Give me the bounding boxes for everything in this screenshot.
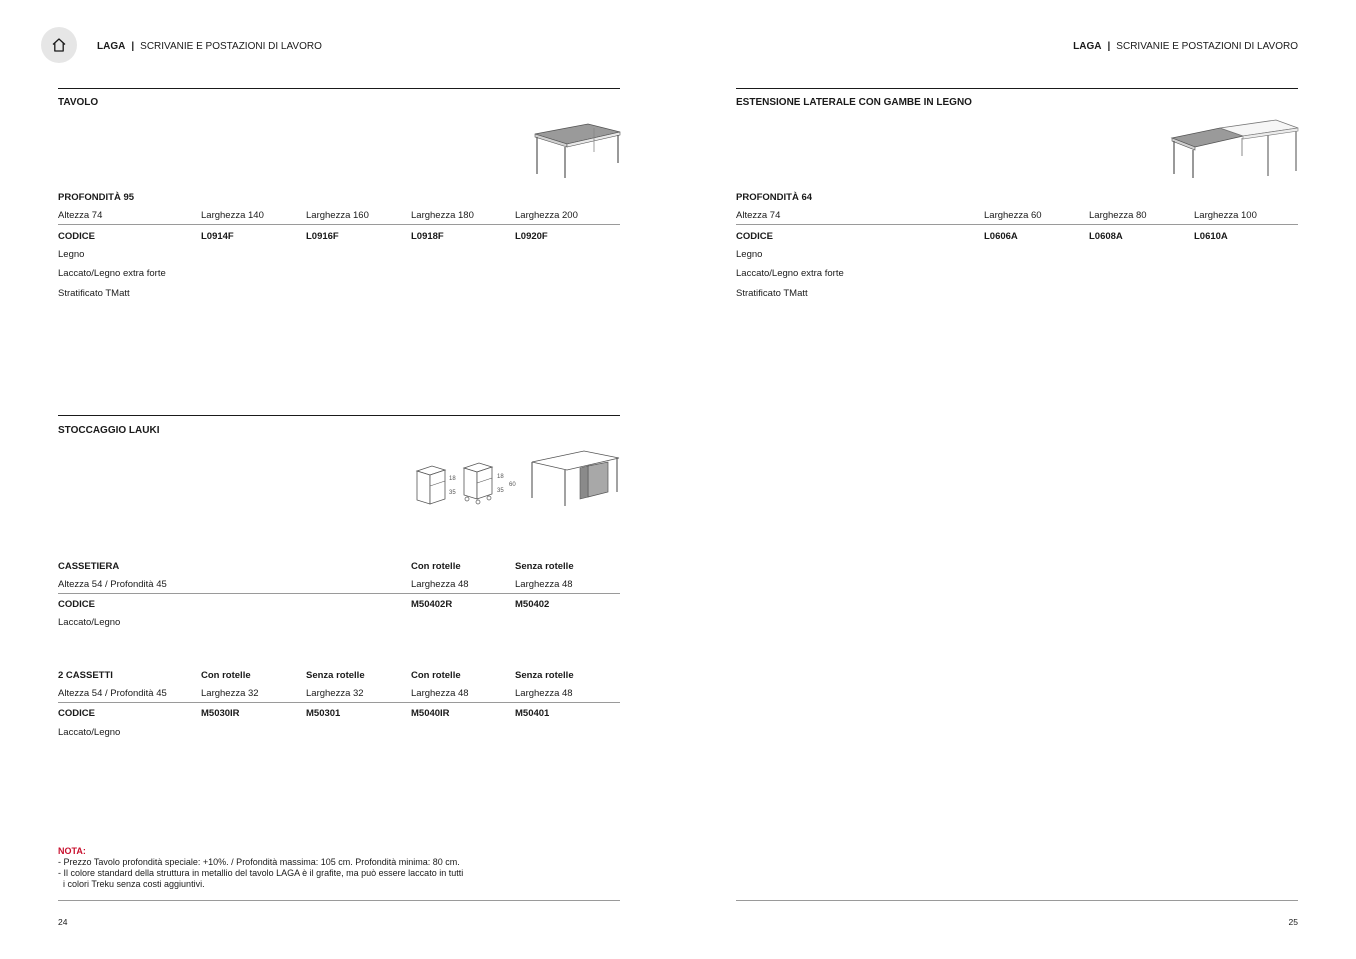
table-divider	[736, 224, 1298, 225]
tavolo-title: TAVOLO	[58, 97, 99, 108]
cassettiera-finish: Laccato/Legno	[58, 617, 121, 628]
due-cassetti-code: M50401	[515, 708, 550, 719]
estensione-finish: Laccato/Legno extra forte	[736, 268, 844, 279]
header-section: SCRIVANIE E POSTAZIONI DI LAVORO	[1116, 41, 1298, 52]
due-cassetti-col-head: Con rotelle	[411, 670, 461, 681]
tavolo-width: Larghezza 140	[201, 210, 264, 221]
due-cassetti-code: M5040IR	[411, 708, 450, 719]
cassettiera-col-head: Con rotelle	[411, 561, 461, 572]
estensione-code: L0608A	[1089, 231, 1123, 242]
header-separator: |	[131, 41, 135, 52]
cassettiera-subtitle: Altezza 54 / Profondità 45	[58, 579, 167, 590]
section-rule	[58, 88, 620, 89]
tavolo-width: Larghezza 180	[411, 210, 474, 221]
footer-rule	[736, 900, 1298, 901]
tavolo-finish: Laccato/Legno extra forte	[58, 268, 166, 279]
tavolo-height: Altezza 74	[58, 210, 103, 221]
footer-rule	[58, 900, 620, 901]
cassettiera-width: Larghezza 48	[411, 579, 469, 590]
header-separator: |	[1107, 41, 1111, 52]
cassettiera-col-head: Senza rotelle	[515, 561, 574, 572]
nota-line: i colori Treku senza costi aggiuntivi.	[58, 879, 205, 889]
estensione-depth: PROFONDITÀ 64	[736, 192, 813, 203]
tavolo-finish: Stratificato TMatt	[58, 288, 130, 299]
cassettiera-title: CASSETIERA	[58, 561, 120, 572]
stoccaggio-illustration	[412, 446, 622, 510]
due-cassetti-col-head: Con rotelle	[201, 670, 251, 681]
cassettiera-code-label: CODICE	[58, 599, 95, 610]
nota-line: - Il colore standard della struttura in metallio del tavolo LAGA è il grafite, ma può essere laccato in tutti	[58, 868, 464, 878]
estensione-width: Larghezza 100	[1194, 210, 1257, 221]
header-brand: LAGA	[1073, 41, 1102, 52]
estensione-finish: Legno	[736, 249, 763, 260]
due-cassetti-code-label: CODICE	[58, 708, 95, 719]
cassettiera-code: M50402R	[411, 599, 453, 610]
due-cassetti-col-head: Senza rotelle	[306, 670, 365, 681]
due-cassetti-width: Larghezza 32	[306, 688, 364, 699]
dimension-label: 60	[509, 482, 516, 488]
due-cassetti-subtitle: Altezza 54 / Profondità 45	[58, 688, 167, 699]
estensione-title: ESTENSIONE LATERALE CON GAMBE IN LEGNO	[736, 97, 972, 108]
nota-line: - Prezzo Tavolo profondità speciale: +10%. / Profondità massima: 105 cm. Profondità minima: 80 cm.	[58, 857, 460, 867]
due-cassetti-width: Larghezza 48	[515, 688, 573, 699]
header-brand: LAGA	[97, 41, 126, 52]
due-cassetti-width: Larghezza 48	[411, 688, 469, 699]
due-cassetti-code: M50301	[306, 708, 341, 719]
section-rule	[736, 88, 1298, 89]
cassettiera-code: M50402	[515, 599, 550, 610]
nota-label: NOTA:	[58, 846, 86, 856]
dimension-label: 35	[497, 488, 504, 494]
tavolo-depth: PROFONDITÀ 95	[58, 192, 135, 203]
page-number-right: 25	[1288, 917, 1298, 927]
due-cassetti-code: M5030IR	[201, 708, 240, 719]
cassettiera-width: Larghezza 48	[515, 579, 573, 590]
due-cassetti-col-head: Senza rotelle	[515, 670, 574, 681]
estensione-width: Larghezza 80	[1089, 210, 1147, 221]
section-rule	[58, 415, 620, 416]
table-divider	[58, 224, 620, 225]
table-divider	[58, 702, 620, 703]
table-divider	[58, 593, 620, 594]
tavolo-finish: Legno	[58, 249, 85, 260]
tavolo-code: L0920F	[515, 231, 548, 242]
estensione-width: Larghezza 60	[984, 210, 1042, 221]
home-icon	[51, 37, 67, 53]
estensione-code-label: CODICE	[736, 231, 773, 242]
tavolo-code: L0918F	[411, 231, 444, 242]
home-button[interactable]	[41, 27, 77, 63]
estensione-height: Altezza 74	[736, 210, 781, 221]
estensione-code: L0606A	[984, 231, 1018, 242]
tavolo-illustration	[530, 120, 622, 182]
estensione-finish: Stratificato TMatt	[736, 288, 808, 299]
tavolo-width: Larghezza 160	[306, 210, 369, 221]
header-left	[97, 41, 322, 52]
due-cassetti-finish: Laccato/Legno	[58, 727, 121, 738]
stoccaggio-title: STOCCAGGIO LAUKI	[58, 425, 160, 436]
estensione-illustration	[1168, 116, 1300, 182]
estensione-code: L0610A	[1194, 231, 1228, 242]
page-number-left: 24	[58, 917, 68, 927]
tavolo-code: L0916F	[306, 231, 339, 242]
dimension-label: 18	[449, 476, 456, 482]
header-right	[1073, 41, 1298, 52]
due-cassetti-width: Larghezza 32	[201, 688, 259, 699]
tavolo-code: L0914F	[201, 231, 234, 242]
due-cassetti-title: 2 CASSETTI	[58, 670, 113, 681]
dimension-label: 35	[449, 490, 456, 496]
tavolo-code-label: CODICE	[58, 231, 95, 242]
tavolo-width: Larghezza 200	[515, 210, 578, 221]
dimension-label: 18	[497, 474, 504, 480]
header-section: SCRIVANIE E POSTAZIONI DI LAVORO	[140, 41, 322, 52]
